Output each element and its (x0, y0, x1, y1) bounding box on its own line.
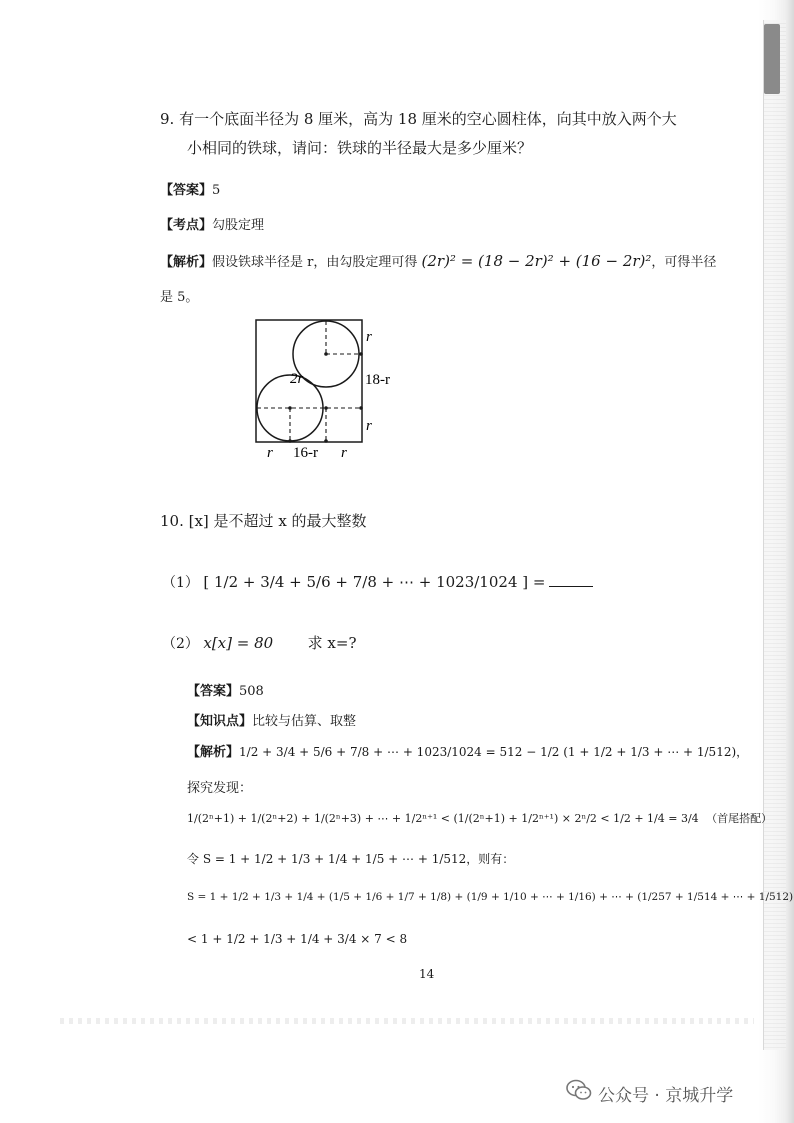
q10-part1-label: （1） (162, 575, 199, 591)
q10-part1 (162, 572, 593, 592)
scan-edge-mark (764, 24, 780, 94)
q9-stem-line1: 9. 有一个底面半径为 8 厘米，高为 18 厘米的空心圆柱体，向其中放入两个大 (160, 110, 677, 128)
label-r-mid: r (366, 418, 372, 434)
q9-analysis-line2: 是 5。 (160, 290, 199, 305)
q9-point-label: 【考点】 (160, 218, 213, 233)
q9-analysis-label: 【解析】 (160, 255, 213, 270)
q9-figure (240, 310, 400, 470)
q10-inequality-note: （首尾搭配） (706, 812, 773, 825)
q9-point-value: 勾股定理 (212, 218, 265, 233)
footer-watermark-text: 公众号 · 京城升学 (598, 1086, 734, 1106)
q9-answer-label: 【答案】 (160, 183, 213, 198)
q10-explore: 探究发现： (187, 781, 253, 796)
q10-point (187, 710, 356, 729)
q10-let-s: 令 S = 1 + 1/2 + 1/3 + 1/4 + 1/5 + ⋯ + 1/512，则有： (187, 852, 515, 866)
q9-answer-value: 5 (212, 183, 221, 198)
q10-part2-ask: 求 x=? (307, 634, 357, 652)
q10-analysis-label: 【解析】 (187, 745, 240, 760)
q9-analysis-text: 假设铁球半径是 r，由勾股定理可得 (212, 255, 418, 270)
label-r-bottom-left: r (267, 445, 273, 461)
q9-stem-line2: 小相同的铁球，请问：铁球的半径最大是多少厘米？ (187, 139, 533, 157)
q10-part2-label: （2） (162, 636, 199, 652)
q10-point-value: 比较与估算、取整 (252, 714, 357, 729)
q10-answer-label: 【答案】 (187, 684, 240, 699)
wechat-icon (566, 1079, 592, 1101)
q9-point (160, 214, 264, 233)
q9-analysis-tail: ，可得半径 (651, 255, 717, 270)
q9-answer (160, 179, 220, 198)
label-18r: 18-r (365, 372, 390, 388)
label-r-bottom-right: r (341, 445, 347, 461)
q10-inequality-expr: 1/(2ⁿ+1) + 1/(2ⁿ+2) + 1/(2ⁿ+3) + ⋯ + 1/2ⁿ⁺¹ < (1/(2ⁿ+1) + 1/2ⁿ⁺¹) × 2ⁿ/2 < 1/2 + 1/4 = 3/4 (187, 812, 699, 825)
page-number: 14 (419, 967, 435, 981)
q9-analysis-formula: (2r)² = (18 − 2r)² + (16 − 2r)² (421, 252, 652, 270)
label-r-top: r (366, 329, 372, 345)
q10-part1-blank (549, 576, 593, 587)
q10-part1-expr: [ 1/2 + 3/4 + 5/6 + 7/8 + ⋯ + 1023/1024 ] = (203, 573, 546, 591)
q10-analysis-expr: 1/2 + 3/4 + 5/6 + 7/8 + ⋯ + 1023/1024 = 512 − 1/2 (1 + 1/2 + 1/3 + ⋯ + 1/512)， (239, 745, 749, 759)
q10-stem: 10. [x] 是不超过 x 的最大整数 (160, 512, 367, 530)
q9-analysis (160, 251, 716, 270)
q10-answer (187, 680, 264, 699)
q10-s-expand: S = 1 + 1/2 + 1/3 + 1/4 + (1/5 + 1/6 + 1/7 + 1/8) + (1/9 + 1/10 + ⋯ + 1/16) + ⋯ + (1/257 + 1/514 + ⋯ + 1/512) (187, 891, 794, 903)
label-2r: 2r (290, 371, 304, 387)
q10-inequality (187, 810, 772, 826)
q10-answer-value: 508 (239, 684, 264, 699)
q10-analysis (187, 741, 748, 760)
q10-part2 (162, 632, 357, 653)
q10-point-label: 【知识点】 (187, 714, 253, 729)
label-16r: 16-r (293, 445, 318, 461)
scan-edge-bottom (60, 1018, 754, 1024)
q10-part2-expr: x[x] = 80 (203, 634, 274, 652)
q10-s-bound: < 1 + 1/2 + 1/3 + 1/4 + 3/4 × 7 < 8 (187, 932, 408, 946)
